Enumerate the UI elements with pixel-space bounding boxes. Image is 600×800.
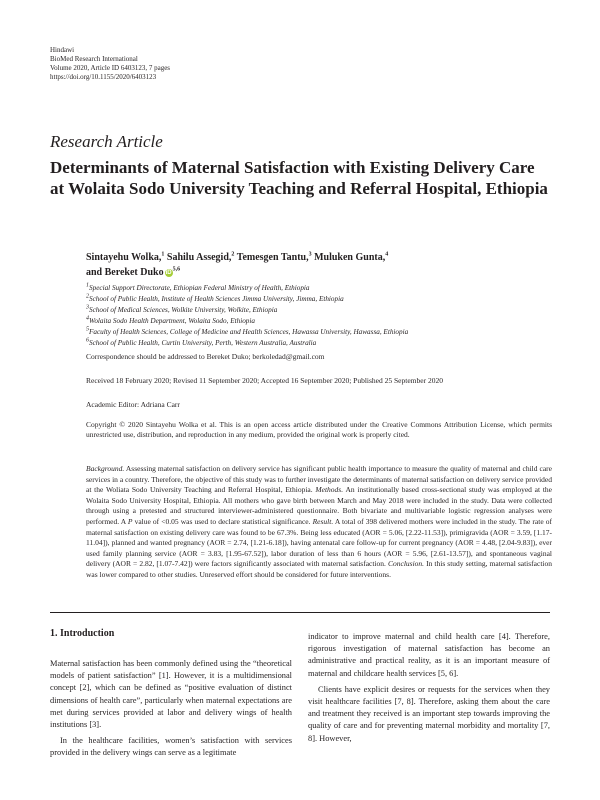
body-paragraph: In the healthcare facilities, women’s satisfaction with services provided in the delivery wings can serve as a legitimate [50, 736, 292, 758]
orcid-icon[interactable]: iD [165, 270, 172, 276]
abstract-label-methods: Methods. [315, 485, 344, 495]
affiliation-item: $^4$Wolaita Sodo Health Department, Wolaita Sodo, Ethiopia [86, 315, 255, 325]
author-affil-sup: 1 [161, 251, 165, 258]
affiliation-item: $^6$School of Public Health, Curtin University, Perth, Western Australia, Australia [86, 337, 317, 347]
publisher-name: Hindawi [50, 46, 75, 54]
body-paragraph: Clients have explicit desires or requests for the services when they visit healthcare facilities [7, 8]. Therefore, asking them about the care and treatment they received is an important step towards improving the quality of care and for preventing maternal morbidity and mortality [7, 8]. However, [308, 684, 550, 743]
section-heading: 1. Introduction [50, 628, 115, 639]
abstract-label-results: Result. [312, 516, 334, 526]
author-list [86, 250, 486, 280]
author-name[interactable]: Sahilu Assegid, [164, 252, 232, 263]
body-paragraph: Maternal satisfaction has been commonly defined using the “theoretical models of patient satisfaction” [1]. However, it is a multidimensional concept [2], which can be defined as “positive evaluation of distinct dimensions of health care”, particularly when maternal expectations are met during services provided at labor and delivery wings of health institutions [3]. [50, 659, 292, 730]
abstract: Background. Assessing maternal satisfaction on delivery service has significant public health importance to measure the quality of maternal and child care services in a country. Therefore, the objective of this study was to further investigate the determinants of maternal satisfaction on delivery service provided at the Woliata Sodo University Teaching and Referral Hospital, Ethiopia. Methods. An institutionally based cross-sectional study was employed at the Wolaita Sodo University Hospital, Ethiopia. All mothers who gave birth between March and May 2018 were included in the study. Data were collected through using a pretested and structured interviewer-administered questionnaire. Both bivariate and multivariable logistic regression analyses were performed. A P value of <0.05 was used to declare statistical significance. Result. A total of 398 delivered mothers were included in the study. The rate of maternal satisfaction on existing delivery care was found to be 67.3%. Being less educated (AOR = 5.06, [2.22-11.53]), primigravida (AOR = 3.59, [1.17-11.04]), planned and wanted pregnancy (AOR = 2.74, [1.21-6.18]), having antenatal care follow-up for current pregnancy (AOR = 4.48, [2.04-9.83]), ever used family planning service (AOR = 3.83, [1.95-67.52]), labor duration of less than 6 hours (AOR = 5.96, [2.61-13.57]), and spontaneous vaginal delivery (AOR = 2.82, [1.07-7.42]) were factors significantly associated with maternal satisfaction. Conclusion. In this study setting, maternal satisfaction was lower compared to other studies. Unreserved effort should be considered for future interventions. [86, 464, 553, 579]
affiliation-item: $^2$School of Public Health, Institute of Health Sciences Jimma University, Jimma, Ethiopia [86, 293, 344, 303]
author-name[interactable]: Temesgen Tantu, [234, 252, 309, 263]
body-column-left [50, 658, 292, 760]
journal-name: BioMed Research International [50, 55, 138, 63]
affiliation-item: $^3$School of Medical Sciences, Wolkite University, Wolkite, Ethiopia [86, 304, 278, 314]
journal-volume: Volume 2020, Article ID 6403123, 7 pages [50, 64, 171, 72]
abstract-label-background: Background. [86, 464, 125, 473]
article-title: Determinants of Maternal Satisfaction with Existing Delivery Care at Wolaita Sodo University Teaching and Referral Hospital, Ethiopia [50, 158, 548, 198]
author-affil-sup: 5,6 [172, 266, 181, 273]
dates-line: Received 18 February 2020; Revised 11 September 2020; Accepted 16 September 2020; Published 25 September 2020 [86, 376, 443, 385]
article-type: Research Article [50, 132, 163, 151]
author-affil-sup: 2 [231, 251, 235, 258]
doi-link[interactable]: https://doi.org/10.1155/2020/6403123 [50, 73, 157, 81]
journal-header [50, 46, 170, 82]
body-column-right [308, 631, 550, 745]
correspondence-line: Correspondence should be addressed to Bereket Duko; berkoledad@gmail.com [86, 352, 325, 361]
author-name[interactable]: Sintayehu Wolka, [86, 252, 162, 263]
affiliation-list [86, 283, 556, 349]
abstract-label-conclusion: Conclusion. [387, 559, 425, 569]
copyright-notice: Copyright © 2020 Sintayehu Wolka et al. This is an open access article distributed under the Creative Commons Attribution License, which permits unrestricted use, distribution, and reproduction in any medium, provided the original work is properly cited. [86, 420, 552, 439]
section-divider [50, 612, 550, 613]
author-name[interactable]: and Bereket Duko [86, 267, 164, 278]
editor-line: Academic Editor: Adriana Carr [86, 400, 180, 409]
body-paragraph: indicator to improve maternal and child health care [4]. Therefore, rigorous investigation of maternal satisfaction has become an administrative and practical reality, as it is an important measure of maternal and childcare health services [5, 6]. [308, 632, 550, 678]
author-name[interactable]: Muluken Gunta, [311, 252, 386, 263]
affiliation-item: $^5$Faculty of Health Sciences, College of Medicine and Health Sciences, Hawassa University, Hawassa, Ethiopia [86, 326, 409, 336]
affiliation-item: $^1$Special Support Directorate, Ethiopian Federal Ministry of Health, Ethiopia [86, 282, 310, 292]
author-affil-sup: 3 [308, 251, 312, 258]
author-affil-sup: 4 [385, 251, 389, 258]
